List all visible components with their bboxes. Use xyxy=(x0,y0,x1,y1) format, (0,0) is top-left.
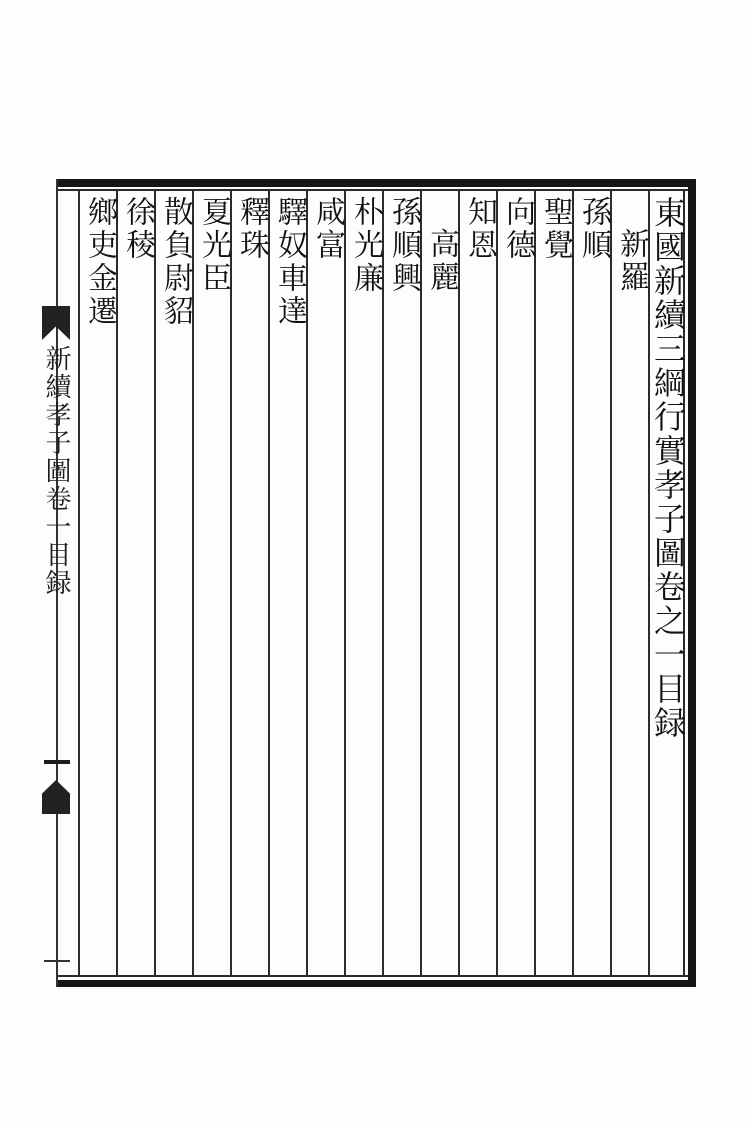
column-rule xyxy=(420,191,422,975)
margin-title: 新續孝子圖卷一目録 xyxy=(41,345,71,597)
entry: 鄉吏金遷 xyxy=(82,196,117,328)
fish-tail-mark-bottom xyxy=(42,780,70,814)
document-title: 東國新續三綱行實孝子圖卷之一目録 xyxy=(649,196,687,740)
entry: 孫順興 xyxy=(386,196,421,295)
entry: 孫順 xyxy=(576,196,611,262)
column-rule xyxy=(572,191,574,975)
entry: 向德 xyxy=(500,196,535,262)
entry: 釋珠 xyxy=(234,196,269,262)
entry: 聖覺 xyxy=(538,196,573,262)
frame-bottom-inner-border xyxy=(56,975,696,977)
frame-bottom-border xyxy=(56,980,696,987)
column-rule xyxy=(268,191,270,975)
column-rule xyxy=(458,191,460,975)
margin-page-number xyxy=(44,760,70,764)
section-heading-silla: 新羅 xyxy=(614,228,649,294)
column-rule xyxy=(534,191,536,975)
frame-right-border xyxy=(688,179,696,987)
entry: 驛奴車達 xyxy=(272,196,307,328)
entry: 夏光臣 xyxy=(196,196,231,295)
entry: 朴光廉 xyxy=(348,196,383,295)
frame-top-inner-border xyxy=(56,189,696,191)
entry: 散負尉貂 xyxy=(158,196,193,328)
section-heading-goryeo: 高麗 xyxy=(424,228,459,294)
margin-bottom-line xyxy=(44,960,70,962)
entry: 咸富 xyxy=(310,196,345,262)
column-rule xyxy=(496,191,498,975)
entry: 徐稜 xyxy=(120,196,155,262)
column-rule xyxy=(230,191,232,975)
frame-top-border xyxy=(56,179,696,187)
column-rule xyxy=(382,191,384,975)
column-rule xyxy=(344,191,346,975)
column-rule xyxy=(610,191,612,975)
entry: 知恩 xyxy=(462,196,497,262)
column-rule xyxy=(154,191,156,975)
column-rule xyxy=(78,191,80,975)
